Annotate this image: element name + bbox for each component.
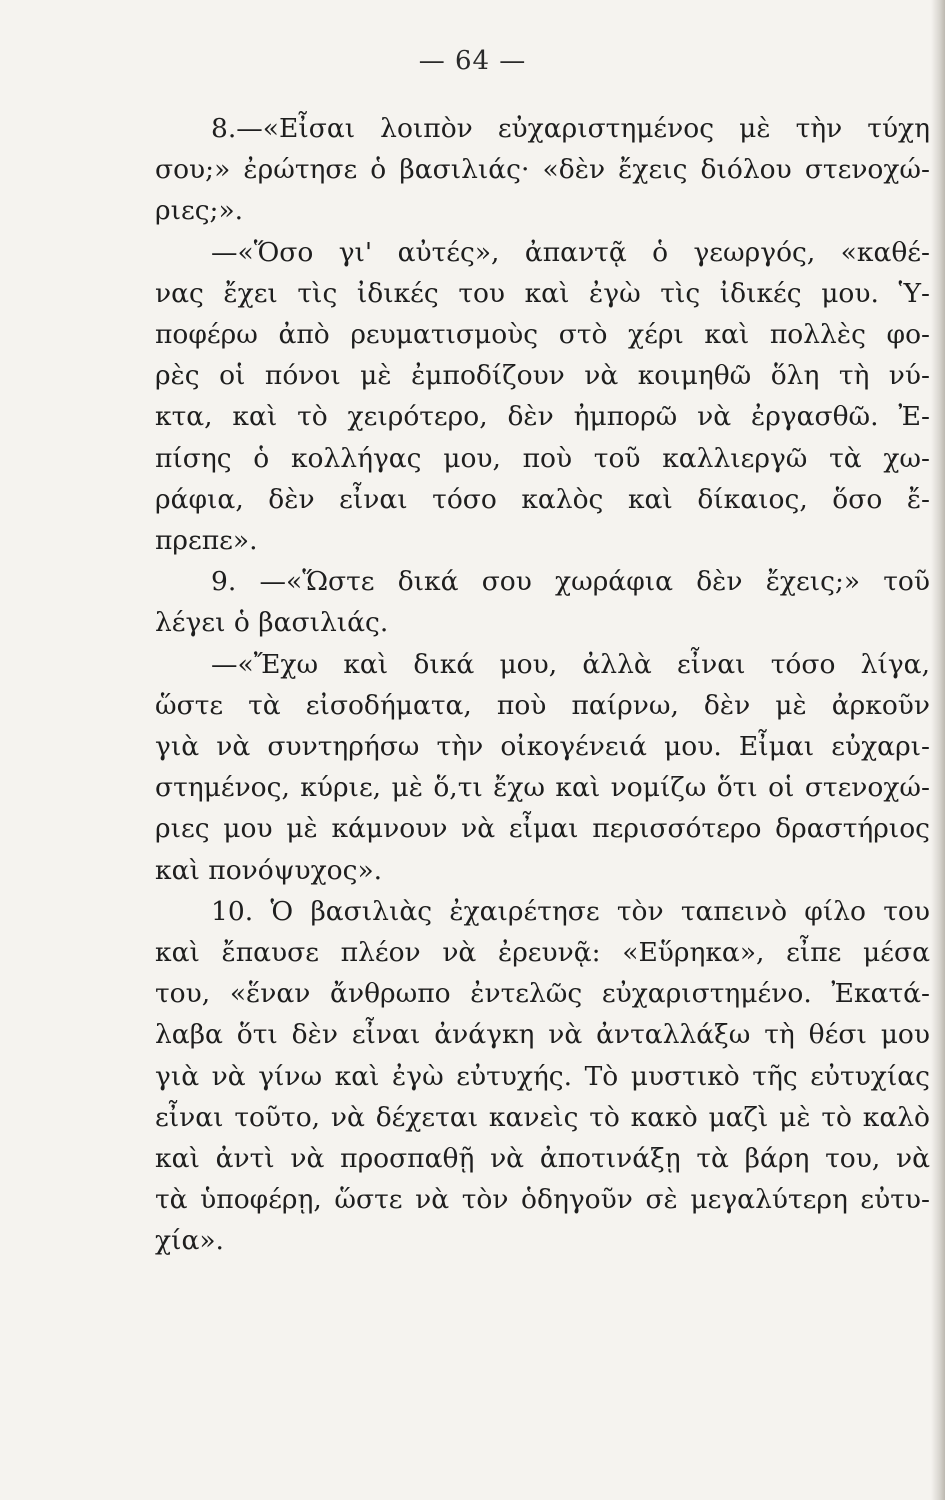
text-line: 9. —«Ὥστε δικά σου χωράφια δὲν ἔχεις;» τοῦ [211,566,930,598]
text-line: γιὰ νὰ συντηρήσω τὴν οἰκογένειά μου. Εἶμαι εὐχαρι- [155,731,930,763]
text-line: χία». [155,1225,224,1257]
text-line: κτα, καὶ τὸ χειρότερο, δὲν ἠμπορῶ νὰ ἐργασθῶ. Ἐ- [155,401,930,433]
text-line: ράφια, δὲν εἶναι τόσο καλὸς καὶ δίκαιος, ὅσο ἔ- [155,483,930,515]
text-line: —«Ἔχω καὶ δικά μου, ἀλλὰ εἶναι τόσο λίγα, [211,648,930,680]
text-line: πρεπε». [155,525,258,557]
text-line: καὶ ἀντὶ νὰ προσπαθῇ νὰ ἀποτινάξῃ τὰ βάρη του, νὰ [155,1143,930,1175]
text-line: 8.—«Εἶσαι λοιπὸν εὐχαριστημένος μὲ τὴν τύχη [211,113,930,144]
text-line: στημένος, κύριε, μὲ ὅ,τι ἔχω καὶ νομίζω ὅτι οἱ στενοχώ- [155,772,930,804]
page-edge-shadow [931,0,945,1500]
text-line: καὶ πονόψυχος». [155,854,383,886]
text-line: ὥστε τὰ εἰσοδήματα, ποὺ παίρνω, δὲν μὲ ἀρκοῦν [155,689,930,721]
text-line: ποφέρω ἀπὸ ρευματισμοὺς στὸ χέρι καὶ πολλὲς φο- [155,319,930,351]
text-line: λαβα ὅτι δὲν εἶναι ἀνάγκη νὰ ἀνταλλάξω τὴ θέσι μου [155,1019,930,1051]
text-line: εἶναι τοῦτο, νὰ δέχεται κανεὶς τὸ κακὸ μαζὶ μὲ τὸ καλὸ [155,1101,930,1133]
text-line: 10. Ὁ βασιλιὰς ἐχαιρέτησε τὸν ταπεινὸ φίλο του [211,895,930,927]
text-line: ριες;». [155,195,244,227]
page-number: — 64 — [418,46,527,76]
text-line: πίσης ὁ κολλήγας μου, ποὺ τοῦ καλλιεργῶ τὰ χω- [155,442,930,474]
text-line: νας ἔχει τὶς ἰδικές του καὶ ἐγὼ τὶς ἰδικές μου. Ὑ- [155,277,930,309]
text-line: ριες μου μὲ κάμνουν νὰ εἶμαι περισσότερο δραστήριος [155,813,930,845]
text-line: —«Ὅσο γι' αὐτές», ἀπαντᾷ ὁ γεωργός, «καθέ- [211,236,930,268]
text-line: λέγει ὁ βασιλιάς. [155,607,389,639]
text-line: ρὲς οἱ πόνοι μὲ ἐμποδίζουν νὰ κοιμηθῶ ὅλη τὴ νύ- [155,360,930,392]
text-line: τὰ ὑποφέρῃ, ὥστε νὰ τὸν ὁδηγοῦν σὲ μεγαλύτερη εὐτυ- [155,1184,930,1216]
text-line: καὶ ἔπαυσε πλέον νὰ ἐρευνᾷ: «Εὕρηκα», εἶπε μέσα [155,937,930,969]
text-line: του, «ἕναν ἄνθρωπο ἐντελῶς εὐχαριστημένο. Ἐκατά- [155,978,930,1010]
text-line: γιὰ νὰ γίνω καὶ ἐγὼ εὐτυχής. Τὸ μυστικὸ τῆς εὐτυχίας [155,1060,930,1092]
body-text [155,108,930,1262]
text-line: σου;» ἐρώτησε ὁ βασιλιάς· «δὲν ἔχεις διόλου στενοχώ- [155,154,930,186]
